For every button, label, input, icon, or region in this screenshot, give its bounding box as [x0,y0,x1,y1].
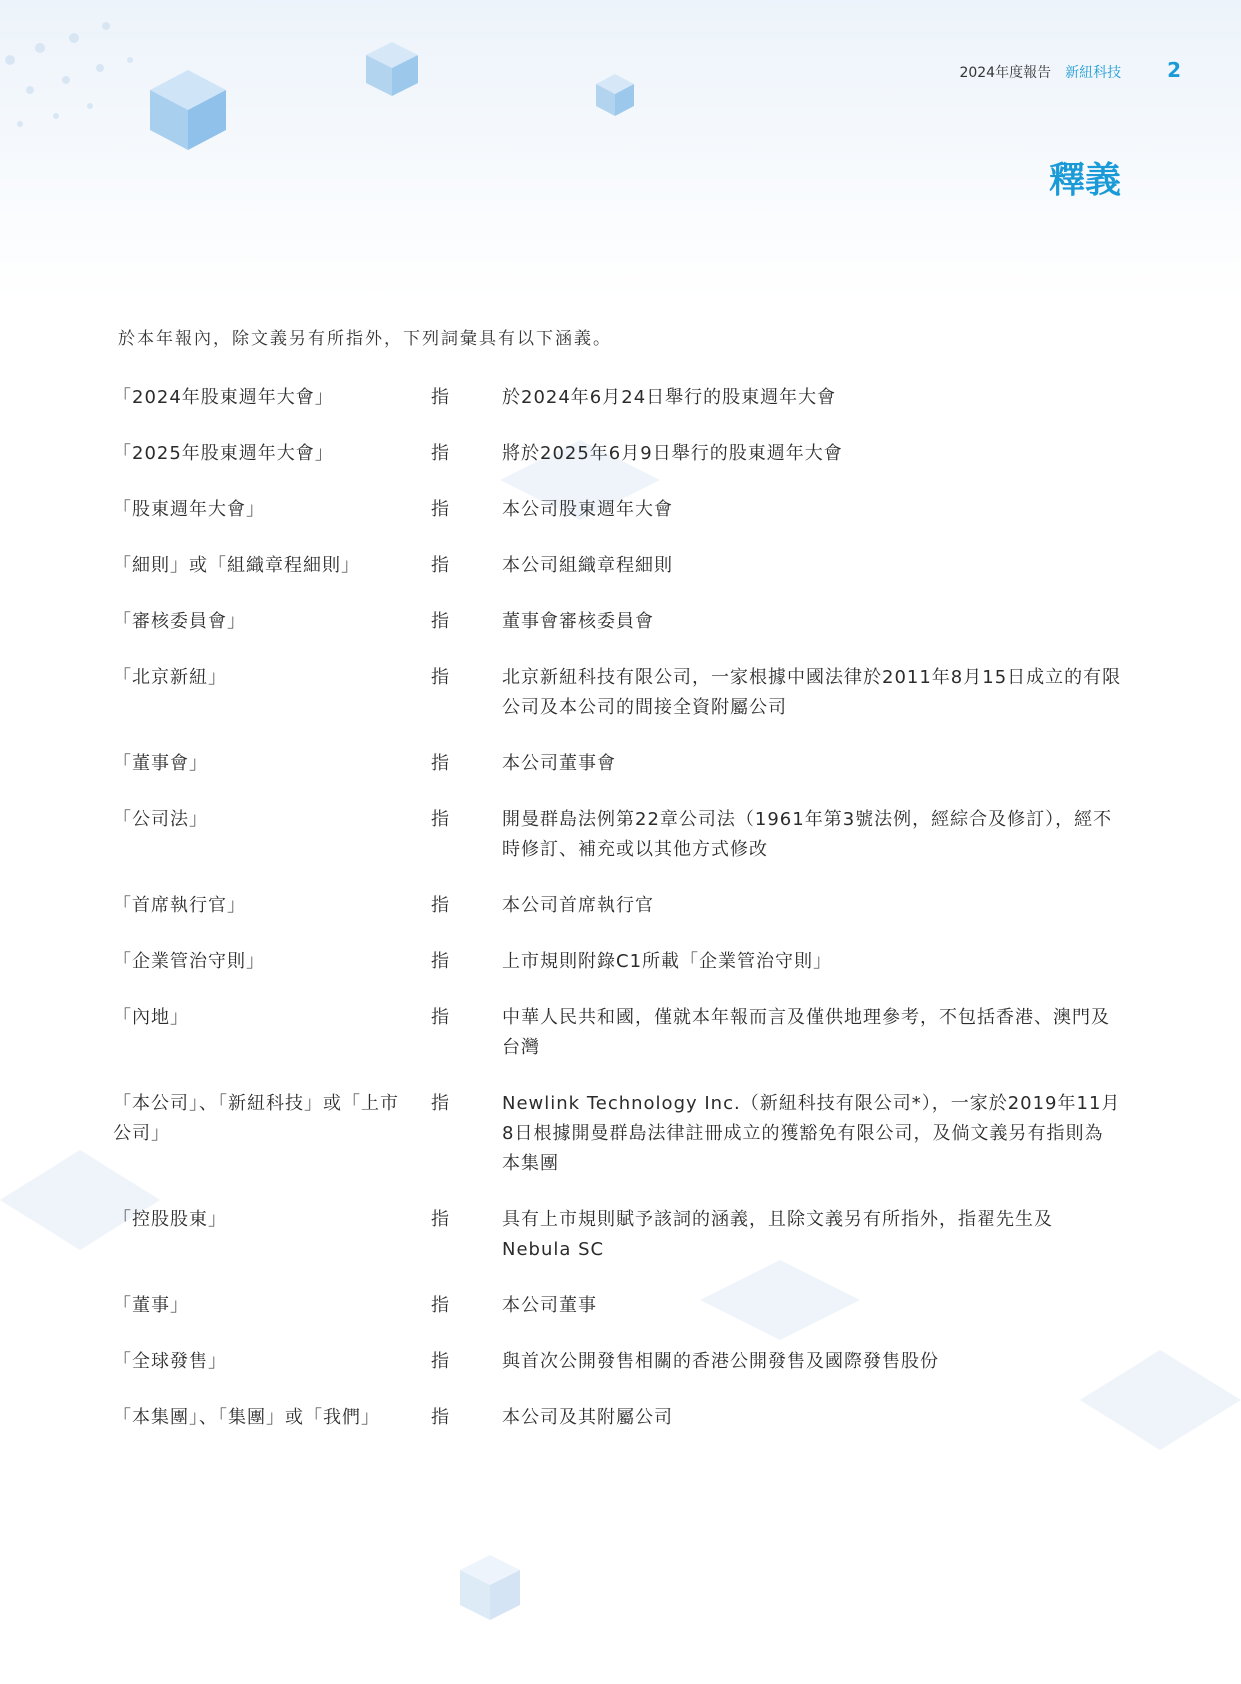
definition-meaning: 本公司首席執行官 [502,895,654,916]
definition-meaning: 本公司董事會 [502,753,616,774]
definition-meaning: 本公司股東週年大會 [502,499,673,520]
definition-meaning: 中華人民共和國，僅就本年報而言及僅供地理參考，不包括香港、澳門及台灣 [502,1007,1110,1058]
means-label: 指 [431,1007,449,1028]
definition-meaning: 與首次公開發售相關的香港公開發售及國際發售股份 [502,1351,939,1372]
page-header [959,58,1181,82]
means-label: 指 [431,951,449,972]
definition-term: 「內地」 [113,1007,189,1028]
definition-row [113,1403,1123,1433]
definition-row [113,439,1123,469]
definition-meaning: 上市規則附錄C1所載「企業管治守則」 [502,951,833,972]
section-title: 釋義 [1048,160,1121,201]
definition-row [113,495,1123,525]
definition-meaning: 本公司組織章程細則 [502,555,673,576]
definition-row [113,1089,1123,1179]
definition-row [113,663,1123,723]
definition-meaning: 將於2025年6月9日舉行的股東週年大會 [502,443,843,464]
definition-term: 「本集團」、「集團」或「我們」 [113,1407,380,1428]
definition-term: 「北京新紐」 [113,667,227,688]
definition-row [113,805,1123,865]
means-label: 指 [431,1295,449,1316]
definition-term: 「審核委員會」 [113,611,246,632]
intro-text: 於本年報內，除文義另有所指外，下列詞彙具有以下涵義。 [118,329,612,349]
definition-row [113,383,1123,413]
page-number: 2 [1167,58,1181,82]
definition-term: 「2024年股東週年大會」 [113,387,334,408]
means-label: 指 [431,895,449,916]
report-title: 2024年度報告 [959,65,1052,81]
definition-meaning: 開曼群島法例第22章公司法（1961年第3號法例，經綜合及修訂），經不時修訂、補充或以其他方式修改 [502,809,1113,860]
means-label: 指 [431,555,449,576]
means-label: 指 [431,443,449,464]
definition-meaning: 董事會審核委員會 [502,611,654,632]
definition-row [113,1003,1123,1063]
means-label: 指 [431,1407,449,1428]
definition-meaning: 本公司及其附屬公司 [502,1407,673,1428]
definition-row [113,607,1123,637]
definition-row [113,1347,1123,1377]
definition-row [113,947,1123,977]
definitions-list [113,383,1123,1459]
definition-term: 「控股股東」 [113,1209,227,1230]
means-label: 指 [431,387,449,408]
definition-row [113,891,1123,921]
definition-row [113,551,1123,581]
means-label: 指 [431,611,449,632]
company-name: 新紐科技 [1065,65,1122,81]
definition-meaning: Newlink Technology Inc.（新紐科技有限公司*），一家於2019年11月8日根據開曼群島法律註冊成立的獲豁免有限公司，及倘文義另有指則為本集團 [502,1093,1121,1174]
means-label: 指 [431,1093,449,1114]
definition-term: 「2025年股東週年大會」 [113,443,334,464]
definition-meaning: 於2024年6月24日舉行的股東週年大會 [502,387,837,408]
definition-term: 「細則」或「組織章程細則」 [113,555,360,576]
definition-meaning: 具有上市規則賦予該詞的涵義，且除文義另有所指外，指翟先生及Nebula SC [502,1209,1053,1260]
definition-term: 「董事會」 [113,753,208,774]
means-label: 指 [431,1209,449,1230]
definition-meaning: 本公司董事 [502,1295,597,1316]
means-label: 指 [431,667,449,688]
definition-row [113,1291,1123,1321]
means-label: 指 [431,499,449,520]
definition-row [113,1205,1123,1265]
means-label: 指 [431,809,449,830]
definition-term: 「本公司」、「新紐科技」或「上市公司」 [113,1093,399,1144]
definition-term: 「全球發售」 [113,1351,227,1372]
definition-term: 「董事」 [113,1295,189,1316]
means-label: 指 [431,753,449,774]
definition-meaning: 北京新紐科技有限公司，一家根據中國法律於2011年8月15日成立的有限公司及本公司的間接全資附屬公司 [502,667,1122,718]
definition-term: 「公司法」 [113,809,208,830]
definition-term: 「股東週年大會」 [113,499,265,520]
definition-term: 「首席執行官」 [113,895,246,916]
definition-term: 「企業管治守則」 [113,951,265,972]
means-label: 指 [431,1351,449,1372]
definition-row [113,749,1123,779]
